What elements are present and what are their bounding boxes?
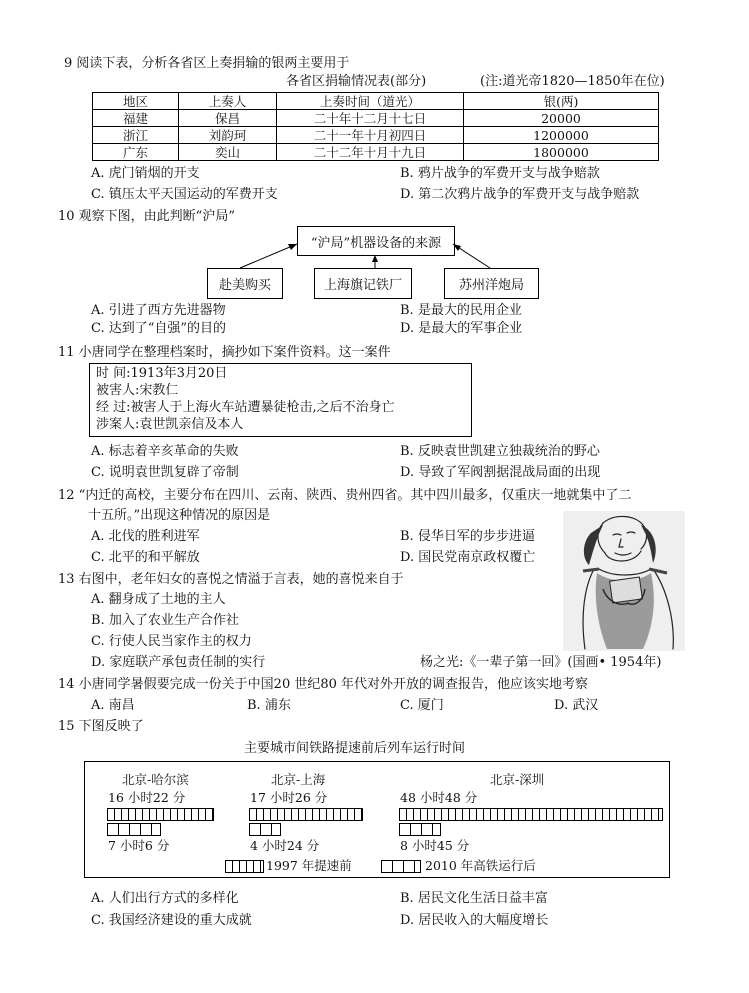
q9-option-c[interactable]: C. 镇压太平天国运动的军费开支: [91, 187, 278, 202]
q9-option-b[interactable]: B. 鸦片战争的军费开支与战争赔款: [400, 166, 600, 181]
diagram-top-label: “沪局”机器设备的来源: [310, 235, 442, 251]
table-cell: 奕山: [179, 144, 277, 161]
q10-option-c[interactable]: C. 达到了“自强”的目的: [91, 321, 227, 336]
route-after-time: 7 小时6 分: [108, 838, 170, 853]
table-cell: 二十一年十月初四日: [277, 127, 464, 144]
q11-option-c[interactable]: C. 说明袁世凯复辟了帝制: [91, 465, 239, 480]
elderly-woman-painting-image: [563, 511, 685, 651]
table-cell: 20000: [464, 110, 659, 127]
diagram-item-box: [207, 268, 283, 299]
q9-option-a[interactable]: A. 虎门销烟的开支: [91, 166, 200, 181]
q12-stem-line2: 十五所。”出现这种情况的原因是: [88, 508, 271, 523]
table-header-cell: 地区: [93, 93, 179, 110]
q15-option-c[interactable]: C. 我国经济建设的重大成就: [91, 913, 252, 928]
q13-option-d[interactable]: D. 家庭联产承包责任制的实行: [91, 655, 266, 670]
diagram-arrows: [0, 0, 749, 300]
route-after-bar: [399, 823, 441, 836]
q9-table-note: (注:道光帝1820—1850年在位): [480, 74, 665, 89]
legend-before-label: 1997 年提速前: [266, 858, 352, 873]
q14-option-b[interactable]: B. 浦东: [247, 698, 291, 713]
table-header-cell: 上奏人: [179, 93, 277, 110]
q14-option-c[interactable]: C. 厦门: [400, 698, 444, 713]
rail-chart-title: 主要城市间铁路提速前后列车运行时间: [244, 741, 466, 756]
route-before-time: 48 小时48 分: [400, 790, 478, 805]
table-cell: 广东: [93, 144, 179, 161]
q12-option-a[interactable]: A. 北伐的胜利进军: [91, 529, 200, 544]
q12-option-b[interactable]: B. 侵华日军的步步进逼: [400, 529, 535, 544]
diagram-item-label: 上海旗记铁厂: [323, 278, 402, 293]
route-after-bar: [107, 823, 161, 836]
route-name: 北京-上海: [271, 772, 326, 787]
route-name: 北京-哈尔滨: [122, 772, 189, 787]
route-before-time: 17 小时26 分: [250, 790, 328, 805]
table-cell: 二十二年十月十九日: [277, 144, 464, 161]
case-line: 时 间:1913年3月20日: [96, 366, 228, 381]
q11-stem: 11 小唐同学在整理档案时，摘抄如下案件资料。这一案件: [58, 345, 391, 360]
table-cell: 福建: [93, 110, 179, 127]
route-after-time: 8 小时45 分: [400, 838, 470, 853]
case-line: 经 过:被害人于上海火车站遭暴徒枪击,之后不治身亡: [96, 400, 395, 415]
q11-option-a[interactable]: A. 标志着辛亥革命的失败: [91, 444, 239, 459]
route-name: 北京-深圳: [490, 772, 545, 787]
q13-stem: 13 右图中，老年妇女的喜悦之情溢于言表，她的喜悦来自于: [58, 572, 404, 587]
table-header-cell: 银(两): [464, 93, 659, 110]
q13-option-a[interactable]: A. 翻身成了土地的主人: [91, 592, 226, 607]
route-after-time: 4 小时24 分: [250, 838, 320, 853]
legend-after-swatch: [381, 860, 421, 873]
q9-stem: 9 阅读下表，分析各省区上奏捐输的银两主要用于: [64, 56, 350, 71]
q13-option-c[interactable]: C. 行使人民当家作主的权力: [91, 634, 252, 649]
q11-option-b[interactable]: B. 反映袁世凯建立独裁统治的野心: [400, 444, 600, 459]
table-cell: 1800000: [464, 144, 659, 161]
route-before-bar: [249, 808, 363, 821]
q12-option-c[interactable]: C. 北平的和平解放: [91, 550, 200, 565]
diagram-item-label: 苏州洋炮局: [458, 278, 524, 293]
table-cell: 刘韵珂: [179, 127, 277, 144]
table-cell: 保昌: [179, 110, 277, 127]
q14-option-d[interactable]: D. 武汉: [554, 698, 599, 713]
legend-after-label: 2010 年高铁运行后: [425, 858, 536, 873]
q15-option-b[interactable]: B. 居民文化生活日益丰富: [400, 891, 548, 906]
legend-before-swatch: [225, 860, 264, 873]
route-before-bar: [107, 808, 214, 821]
diagram-item-box: [314, 268, 412, 299]
table-cell: 二十年十二月十七日: [277, 110, 464, 127]
diagram-item-box: [444, 268, 539, 299]
diagram-item-label: 赴美购买: [218, 278, 271, 293]
q15-option-d[interactable]: D. 居民收入的大幅度增长: [400, 913, 549, 928]
q10-option-a[interactable]: A. 引进了西方先进器物: [91, 303, 226, 318]
table-header-cell: 上奏时间（道光）: [277, 93, 464, 110]
rail-chart-box: [84, 761, 670, 878]
painting-caption: 杨之光:《一辈子第一回》(国画• 1954年): [420, 655, 662, 670]
route-after-bar: [249, 823, 281, 836]
table-cell: 1200000: [464, 127, 659, 144]
q15-stem: 15 下图反映了: [58, 719, 144, 734]
case-line: 涉案人:袁世凯亲信及本人: [96, 417, 244, 432]
q13-option-b[interactable]: B. 加入了农业生产合作社: [91, 613, 239, 628]
table-cell: 浙江: [93, 127, 179, 144]
q11-option-d[interactable]: D. 导致了军阀割据混战局面的出现: [400, 465, 601, 480]
case-record-box: [89, 363, 472, 437]
q9-table-title: 各省区捐输情况表(部分): [286, 74, 427, 89]
route-before-bar: [399, 808, 663, 821]
q14-stem: 14 小唐同学暑假要完成一份关于中国20 世纪80 年代对外开放的调查报告，他应该实地考察: [58, 677, 589, 692]
q10-stem: 10 观察下图，由此判断“沪局”: [58, 209, 235, 224]
q10-option-d[interactable]: D. 是最大的军事企业: [400, 321, 523, 336]
route-before-time: 16 小时22 分: [108, 790, 186, 805]
q12-stem-line1: 12 “内迁的高校，主要分布在四川、云南、陕西、贵州四省。其中四川最多，仅重庆一地就集中了二: [58, 488, 632, 503]
q15-option-a[interactable]: A. 人们出行方式的多样化: [91, 891, 239, 906]
q14-option-a[interactable]: A. 南昌: [91, 698, 135, 713]
q9-option-d[interactable]: D. 第二次鸦片战争的军费开支与战争赔款: [400, 187, 640, 202]
q10-option-b[interactable]: B. 是最大的民用企业: [400, 303, 522, 318]
q12-option-d[interactable]: D. 国民党南京政权覆亡: [400, 550, 536, 565]
case-line: 被害人:宋教仁: [96, 383, 179, 398]
